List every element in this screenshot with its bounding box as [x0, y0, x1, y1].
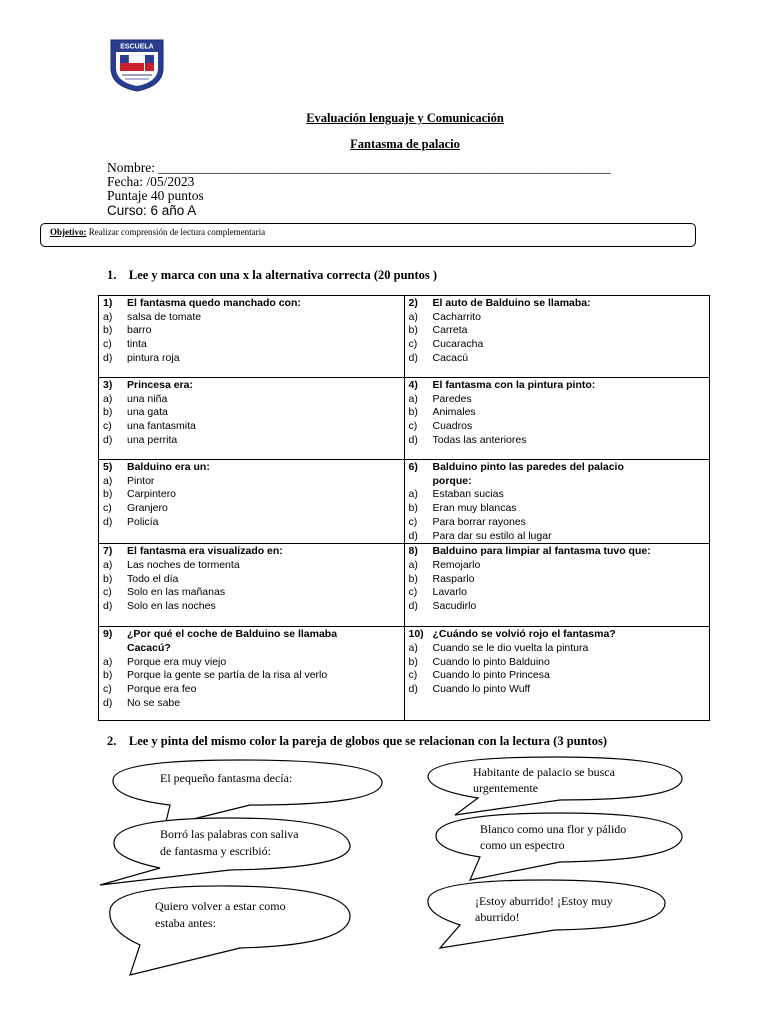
option-letter: b) — [408, 572, 418, 585]
option-label: Porque era feo — [127, 683, 197, 696]
bubble-5-line-1: Blanco como una flor y pálido — [480, 822, 627, 836]
objective-label: Objetivo: — [50, 227, 87, 237]
section1-number: 1. — [107, 268, 117, 282]
option-letter: c) — [408, 515, 418, 528]
option-letter: d) — [408, 683, 418, 696]
option-label: Rasparlo — [432, 572, 475, 585]
option-label: salsa de tomate — [127, 310, 202, 323]
option-label: una perrita — [127, 433, 178, 446]
option-letter: b) — [408, 406, 418, 419]
option-label: Las noches de tormenta — [127, 558, 240, 571]
option-label: Sacudirlo — [432, 600, 477, 613]
option-label: Eran muy blancas — [432, 502, 517, 515]
question-label: El fantasma quedo manchado con: — [127, 297, 301, 309]
option-label: Granjero — [127, 502, 168, 515]
option-label: Cuando lo pinto Balduino — [432, 655, 550, 668]
document-subtitle: Fantasma de palacio — [350, 137, 460, 151]
bubble-5-line-2: como un espectro — [480, 838, 565, 852]
option-letter: b) — [103, 406, 113, 419]
option-label: Porque era muy viejo — [127, 655, 227, 668]
option-letter: c) — [408, 586, 418, 599]
option-label: Todo el día — [127, 572, 179, 585]
option-letter: c) — [408, 338, 418, 351]
speech-bubble-5[interactable] — [436, 813, 682, 880]
bubble-3-line-1: Quiero volver a estar como — [155, 899, 286, 913]
option-label: pintura roja — [127, 351, 180, 364]
option-label: Cucaracha — [432, 338, 484, 351]
question-number: 9) — [103, 628, 113, 641]
option-label: Carpintero — [127, 488, 177, 501]
option-label: Cacacú — [432, 351, 469, 364]
option-label: Animales — [432, 406, 476, 419]
option-letter: a) — [103, 655, 113, 668]
question-number: 4) — [408, 379, 418, 391]
question-number: 3) — [103, 379, 113, 391]
option-letter: a) — [103, 558, 113, 571]
question-number: 2) — [408, 297, 418, 309]
logo-text: ESCUELA — [120, 43, 154, 51]
option-letter: d) — [103, 515, 113, 528]
section2-number: 2. — [107, 734, 117, 748]
option-label: Policía — [127, 515, 159, 528]
option-letter: c) — [103, 586, 112, 599]
section2-title: Lee y pinta del mismo color la pareja de globos que se relacionan con la lectura (3 puntos) — [128, 734, 607, 748]
question-label: Balduino pinto las paredes del palacio — [432, 461, 624, 473]
option-letter: c) — [103, 338, 112, 351]
question-label: Balduino para limpiar al fantasma tuvo que: — [432, 545, 651, 558]
question-number: 7) — [103, 545, 113, 558]
question-number: 5) — [103, 461, 113, 473]
option-label: Remojarlo — [432, 558, 481, 571]
curso-field: Curso: 6 año A — [107, 203, 197, 218]
option-letter: d) — [408, 529, 418, 542]
question-label: El auto de Balduino se llamaba: — [432, 297, 591, 309]
question-label: Princesa era: — [127, 379, 193, 391]
svg-text:El pequeño fantasma decía: — [160, 771, 292, 785]
option-letter: a) — [103, 310, 113, 323]
option-label: Solo en las noches — [127, 600, 216, 613]
option-letter: c) — [408, 420, 418, 433]
option-letter: b) — [408, 324, 418, 337]
option-letter: c) — [103, 502, 112, 515]
option-letter: b) — [103, 669, 113, 682]
bubble-4-line-2: urgentemente — [473, 781, 539, 795]
option-letter: a) — [103, 392, 113, 405]
question-label: ¿Por qué el coche de Balduino se llamaba — [127, 628, 338, 641]
option-letter: d) — [103, 351, 113, 364]
option-letter: a) — [408, 488, 418, 501]
option-label: una fantasmita — [127, 420, 196, 433]
option-letter: d) — [103, 696, 113, 709]
question-label: Cacacú? — [127, 641, 171, 654]
option-label: barro — [127, 324, 152, 337]
option-letter: c) — [103, 420, 112, 433]
speech-bubble-1[interactable] — [113, 760, 382, 826]
option-label: Cuando lo pinto Princesa — [432, 669, 550, 682]
speech-bubble-6[interactable] — [428, 880, 665, 948]
nombre-field: Nombre: ___________________________________________________________________ — [107, 160, 611, 175]
option-letter: a) — [408, 392, 418, 405]
option-label: Cuando se le dio vuelta la pintura — [432, 641, 589, 654]
option-label: Paredes — [432, 392, 472, 405]
option-label: una gata — [127, 406, 168, 419]
option-label: Lavarlo — [432, 586, 467, 599]
bubble-1-line-1: El pequeño fantasma decía: — [160, 771, 293, 785]
option-letter: d) — [408, 351, 418, 364]
option-label: Estaban sucias — [432, 488, 504, 501]
question-number: 8) — [408, 545, 418, 558]
option-label: Para dar su estilo al lugar — [432, 529, 552, 542]
bubble-3-line-2: estaba antes: — [155, 916, 216, 930]
option-label: Carreta — [432, 324, 468, 337]
option-letter: a) — [103, 474, 113, 487]
question-label: Balduino era un: — [127, 461, 210, 473]
question-number: 1) — [103, 297, 113, 309]
bubble-6-line-1: ¡Estoy aburrido! ¡Estoy muy — [475, 894, 613, 908]
bubble-4-line-1: Habitante de palacio se busca — [473, 765, 615, 779]
speech-bubble-2[interactable] — [100, 818, 350, 885]
option-letter: b) — [103, 488, 113, 501]
option-label: Para borrar rayones — [432, 515, 526, 528]
option-letter: d) — [103, 433, 113, 446]
bubble-2-line-2: de fantasma y escribió: — [160, 844, 271, 858]
option-letter: b) — [408, 655, 418, 668]
option-letter: c) — [408, 669, 418, 682]
option-letter: a) — [408, 641, 418, 654]
bubble-2-line-1: Borró las palabras con saliva — [160, 827, 299, 841]
question-label: porque: — [432, 474, 472, 487]
option-letter: a) — [408, 558, 418, 571]
question-label: El fantasma era visualizado en: — [127, 545, 283, 558]
option-label: Solo en las mañanas — [127, 586, 226, 599]
option-letter: d) — [103, 600, 113, 613]
option-letter: a) — [408, 310, 418, 323]
option-letter: b) — [103, 572, 113, 585]
option-letter: d) — [408, 600, 418, 613]
question-label: El fantasma con la pintura pinto: — [432, 379, 596, 391]
option-label: Cuadros — [432, 420, 473, 433]
section1-title: Lee y marca con una x la alternativa correcta (20 puntos ) — [128, 268, 438, 282]
speech-bubble-4[interactable] — [428, 757, 682, 815]
option-label: una niña — [127, 392, 168, 405]
option-label: Pintor — [127, 474, 155, 487]
option-letter: c) — [103, 683, 112, 696]
bubble-6-line-2: aburrido! — [475, 910, 520, 924]
option-letter: d) — [408, 433, 418, 446]
option-label: Todas las anteriores — [432, 433, 527, 446]
question-number: 6) — [408, 461, 418, 473]
document-title: Evaluación lenguaje y Comunicación — [306, 111, 504, 125]
option-label: Cuando lo pinto Wuff — [432, 683, 531, 696]
question-label: ¿Cuándo se volvió rojo el fantasma? — [432, 628, 616, 641]
objective-text: Realizar comprensión de lectura complementaria — [88, 227, 266, 237]
puntaje-field: Puntaje 40 puntos — [107, 188, 204, 203]
question-number: 10) — [408, 628, 424, 641]
speech-bubble-3[interactable] — [110, 886, 350, 975]
option-label: tinta — [127, 338, 147, 351]
fecha-field: Fecha: /05/2023 — [107, 174, 195, 189]
option-label: Porque la gente se partía de la risa al verlo — [127, 669, 328, 682]
option-letter: b) — [408, 502, 418, 515]
option-letter: b) — [103, 324, 113, 337]
option-label: No se sabe — [127, 696, 181, 709]
option-label: Cacharrito — [432, 310, 481, 323]
